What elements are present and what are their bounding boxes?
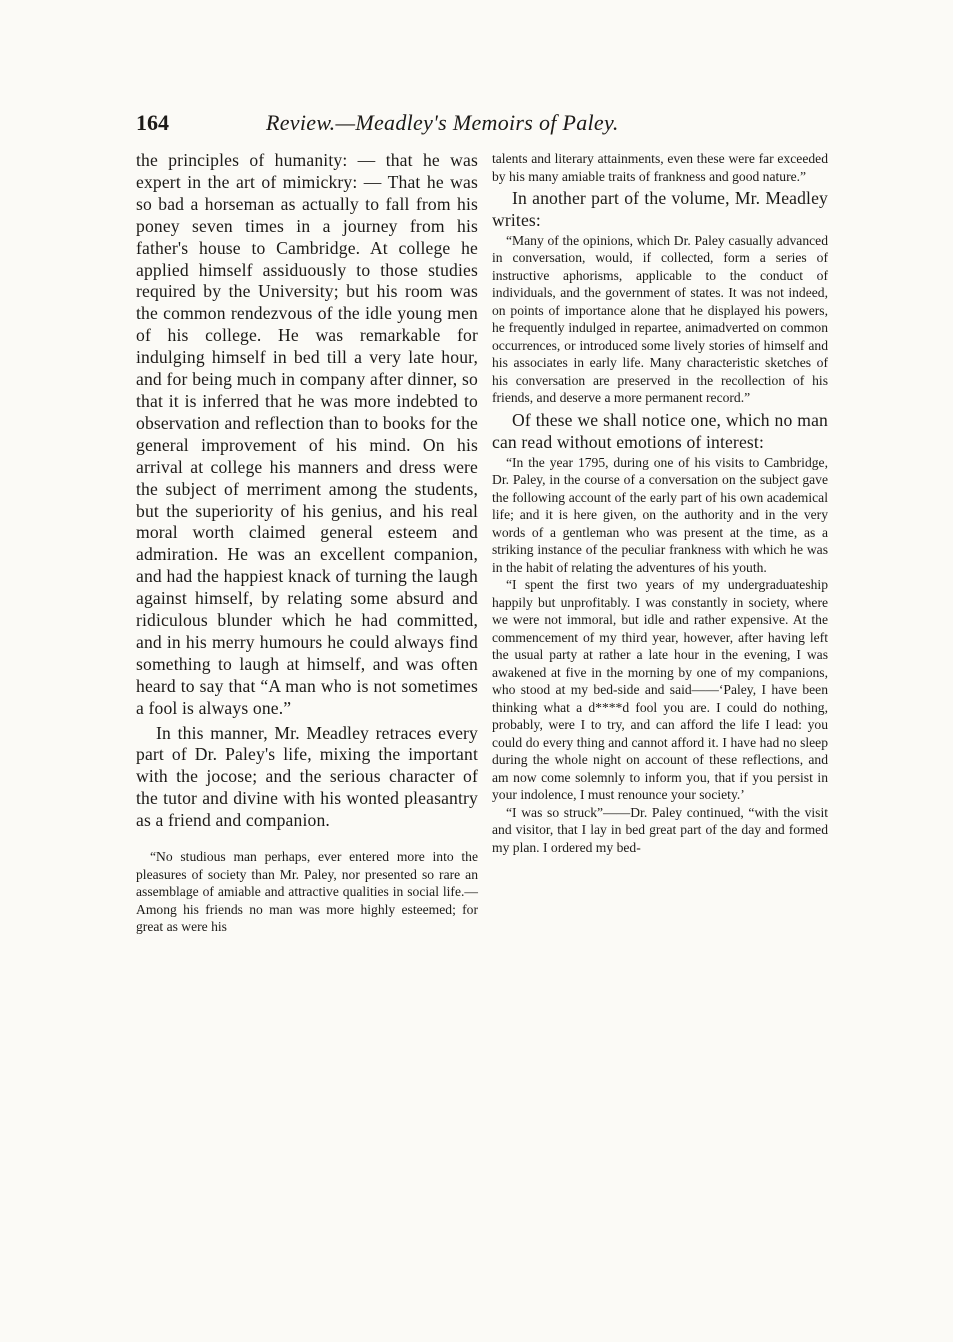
block-quote: “I spent the first two years of my undergraduateship happily but unprofitably. I was constantly in society, where we were not immoral, but idle and rather expensive. At the commencement of my third year, however, after having left the usual party at rather a late hour in the evening, I was awakened at five in the morning by one of my companions, who stood at my bed-side and said——‘Paley, I have been thinking what a d****d fool you are. I could do nothing, probably, were I to try, and can afford the life I lead: you could do every thing and cannot afford it. I have had no sleep during the whole night on account of these reflections, and am now come solemnly to inform you, that if you persist in your indolence, I must renounce your society.’: [492, 577, 828, 803]
block-quote: “No studious man perhaps, ever entered more into the pleasures of society than Mr. Paley, nor presented so rare an assemblage of amiable and attractive qualities in social life.—Among his friends no man was more highly esteemed; for great as were his: [136, 849, 478, 935]
running-head: Review.—Meadley's Memoirs of Paley.: [266, 110, 619, 135]
page-header: [136, 110, 836, 140]
body-paragraph: the principles of humanity: — that he was expert in the art of mimickry: — That he was so bad a horseman as actually to fall from his poney seven times in a journey from his father's house to Cambridge. At college he applied himself assiduously to those studies required by the University; but his room was the common rendezvous of the idle young men of his college. He was remarkable for indulging himself in bed till a very late hour, and for being much in company after dinner, so that it is inferred that he was more indebted to observation and reflection than to books for the general improvement of his mind. On his arrival at college his manners and dress were the subject of merriment among the students, but the superiority of his genius, and his real moral worth claimed general esteem and admiration. He was an excellent companion, and had the happiest knack of turning the laugh against himself, by relating some absurd and ridiculous blunder which he had committed, and in his merry humours he could always find something to laugh at himself, and was often heard to say that “A man who is not sometimes a fool is always one.”: [136, 150, 478, 718]
block-quote-continued: talents and literary attainments, even these were far exceeded by his many amiable traits of frankness and good nature.”: [492, 151, 828, 184]
body-paragraph: In another part of the volume, Mr. Meadley writes:: [492, 188, 828, 230]
body-paragraph: In this manner, Mr. Meadley retraces every part of Dr. Paley's life, mixing the important with the jocose; and the serious character of the tutor and divine with his wonted pleasantry as a friend and companion.: [136, 722, 478, 831]
block-quote: “Many of the opinions, which Dr. Paley casually advanced in conversation, would, if collected, form a series of instructive aphorisms, applicable to the conduct of individuals, and the government of states. It was not indeed, on points of importance alone that he displayed his powers, he frequently indulged in repartee, animadverted on common occurrences, or introduced some lively stories of himself and his associates in early life. Many characteristic sketches of his conversation are preserved in the recollection of his friends, and deserve a more permanent record.”: [492, 232, 828, 406]
left-column: [136, 150, 478, 936]
right-column: [492, 150, 828, 856]
page-number: 164: [136, 110, 169, 135]
block-quote: “In the year 1795, during one of his visits to Cambridge, Dr. Paley, in the course of a conversation on the subject gave the following account of the early part of his own academical life; and it is here given, on the authority and in the very words of a gentleman who was present at the time, as a striking instance of the peculiar frankness with which he was in the habit of relating the adventures of his youth.: [492, 454, 828, 575]
body-paragraph: Of these we shall notice one, which no man can read without emotions of interest:: [492, 409, 828, 452]
block-quote: “I was so struck”——Dr. Paley continued, “with the visit and visitor, that I lay in bed great part of the day and formed my plan. I ordered my bed-: [492, 804, 828, 855]
